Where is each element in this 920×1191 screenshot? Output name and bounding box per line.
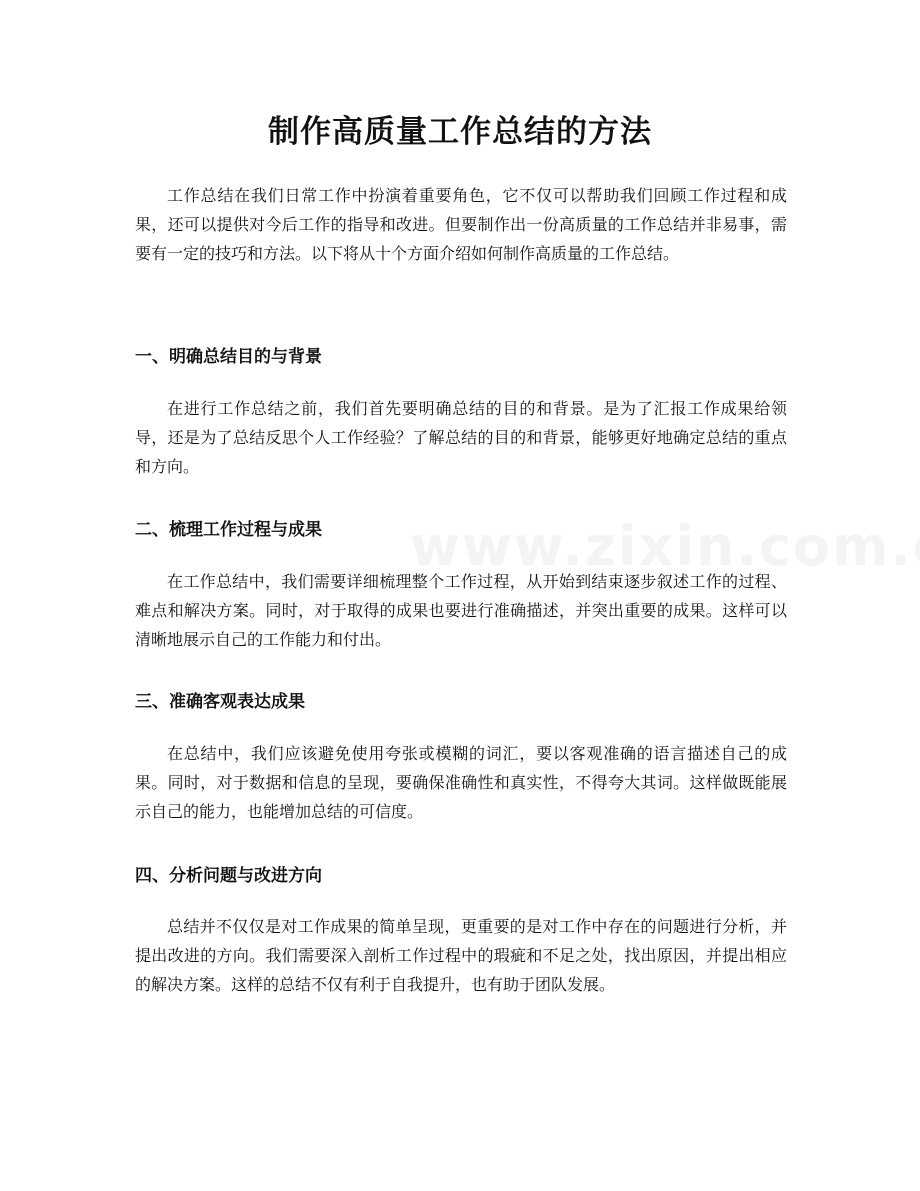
section-1-body: 在进行工作总结之前，我们首先要明确总结的目的和背景。是为了汇报工作成果给领导，还是为了总结反思个人工作经验？了解总结的目的和背景，能够更好地确定总结的重点和方向。 bbox=[135, 399, 787, 476]
document-title: 制作高质量工作总结的方法 bbox=[268, 114, 652, 150]
section-3-heading: 三、准确客观表达成果 bbox=[135, 692, 305, 712]
intro-paragraph: 工作总结在我们日常工作中扮演着重要角色，它不仅可以帮助我们回顾工作过程和成果，还可以提供对今后工作的指导和改进。但要制作出一份高质量的工作总结并非易事，需要有一定的技巧和方法。以下将从十个方面介绍如何制作高质量的工作总结。 bbox=[135, 186, 787, 263]
section-4-body: 总结并不仅仅是对工作成果的简单呈现，更重要的是对工作中存在的问题进行分析，并提出改进的方向。我们需要深入剖析工作过程中的瑕疵和不足之处，找出原因，并提出相应的解决方案。这样的总结不仅有利于自我提升，也有助于团队发展。 bbox=[135, 917, 787, 994]
section-2-heading: 二、梳理工作过程与成果 bbox=[135, 520, 322, 540]
section-2-body: 在工作总结中，我们需要详细梳理整个工作过程，从开始到结束逐步叙述工作的过程、难点和解决方案。同时，对于取得的成果也要进行准确描述，并突出重要的成果。这样可以清晰地展示自己的工作能力和付出。 bbox=[135, 572, 787, 649]
section-3-body: 在总结中，我们应该避免使用夸张或模糊的词汇，要以客观准确的语言描述自己的成果。同时，对于数据和信息的呈现，要确保准确性和真实性，不得夸大其词。这样做既能展示自己的能力，也能增加总结的可信度。 bbox=[135, 744, 787, 821]
section-1-heading: 一、明确总结目的与背景 bbox=[135, 347, 322, 367]
section-4-heading: 四、分析问题与改进方向 bbox=[135, 866, 322, 886]
